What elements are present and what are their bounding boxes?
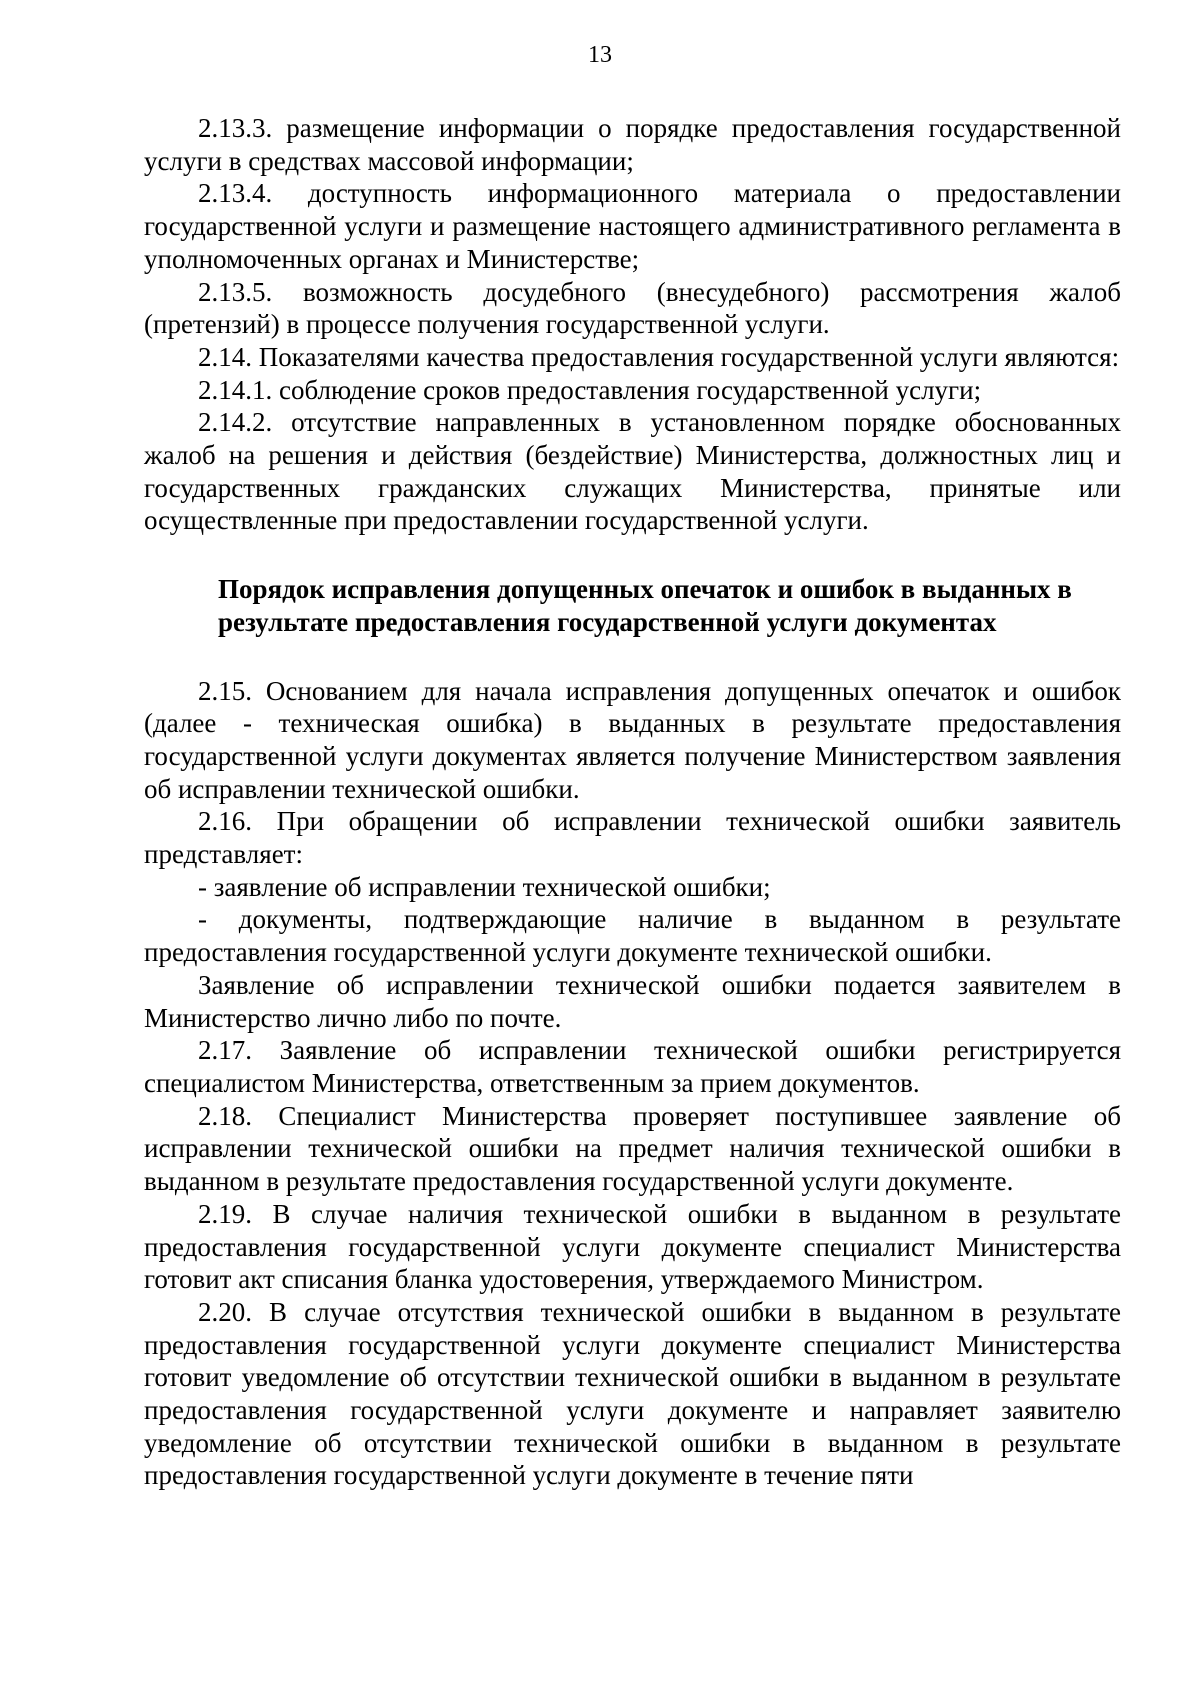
page-number: 13: [588, 42, 612, 68]
paragraph-2-14-1: 2.14.1. соблюдение сроков предоставления государственной услуги;: [198, 374, 982, 405]
paragraph-2-19: 2.19. В случае наличия технической ошибки в выданном в результате предоставления государственной услуги документе специалист Министерства готовит акт списания бланка удостоверения, утверждаемого Министром.: [144, 1198, 1121, 1295]
paragraph-2-15: 2.15. Основанием для начала исправления допущенных опечаток и ошибок (далее - техническая ошибка) в выданных в результате предоставления государственной услуги документах является получение Министерством заявления об исправлении технической ошибки.: [144, 675, 1121, 804]
paragraph-2-16: 2.16. При обращении об исправлении технической ошибки заявитель представляет:: [144, 806, 1121, 870]
list-item-documents: - документы, подтверждающие наличие в выданном в результате предоставления государственной услуги документе технической ошибки.: [144, 904, 1121, 968]
paragraph-2-20: 2.20. В случае отсутствия технической ошибки в выданном в результате предоставления государственной услуги документе специалист Министерства готовит уведомление об отсутствии технической ошибки в выданном в результате предоставления государственной услуги документе и направляет заявителю уведомление об отсутствии технической ошибки в выданном в результате предоставления государственной услуги документе в течение пяти: [144, 1296, 1121, 1491]
document-body: [144, 112, 1121, 1492]
paragraph-2-13-5: 2.13.5. возможность досудебного (внесудебного) рассмотрения жалоб (претензий) в процессе получения государственной услуги.: [144, 276, 1121, 340]
paragraph-2-18: 2.18. Специалист Министерства проверяет поступившее заявление об исправлении технической ошибки на предмет наличия технической ошибки в выданном в результате предоставления государственной услуги документе.: [144, 1100, 1121, 1197]
paragraph-2-17: 2.17. Заявление об исправлении технической ошибки регистрируется специалистом Министерства, ответственным за прием документов.: [144, 1035, 1121, 1098]
paragraph-submission: Заявление об исправлении технической ошибки подается заявителем в Министерство лично либо по почте.: [144, 969, 1121, 1033]
list-item-application: - заявление об исправлении технической ошибки;: [198, 871, 771, 902]
paragraph-2-14: 2.14. Показателями качества предоставления государственной услуги являются:: [198, 341, 1120, 372]
paragraph-2-13-3: 2.13.3. размещение информации о порядке предоставления государственной услуги в средствах массовой информации;: [144, 113, 1121, 176]
paragraph-2-14-2: 2.14.2. отсутствие направленных в установленном порядке обоснованных жалоб на решения и действия (бездействие) Министерства, должностных лиц и государственных гражданских служащих Министерства, принятые или осуществленные при предоставлении государственной услуги.: [144, 407, 1121, 536]
section-heading: Порядок исправления допущенных опечаток и ошибок в выданных в результате предоставления государственной услуги документах: [218, 574, 1072, 637]
paragraph-2-13-4: 2.13.4. доступность информационного материала о предоставлении государственной услуги и размещение настоящего административного регламента в уполномоченных органах и Министерстве;: [144, 178, 1121, 274]
